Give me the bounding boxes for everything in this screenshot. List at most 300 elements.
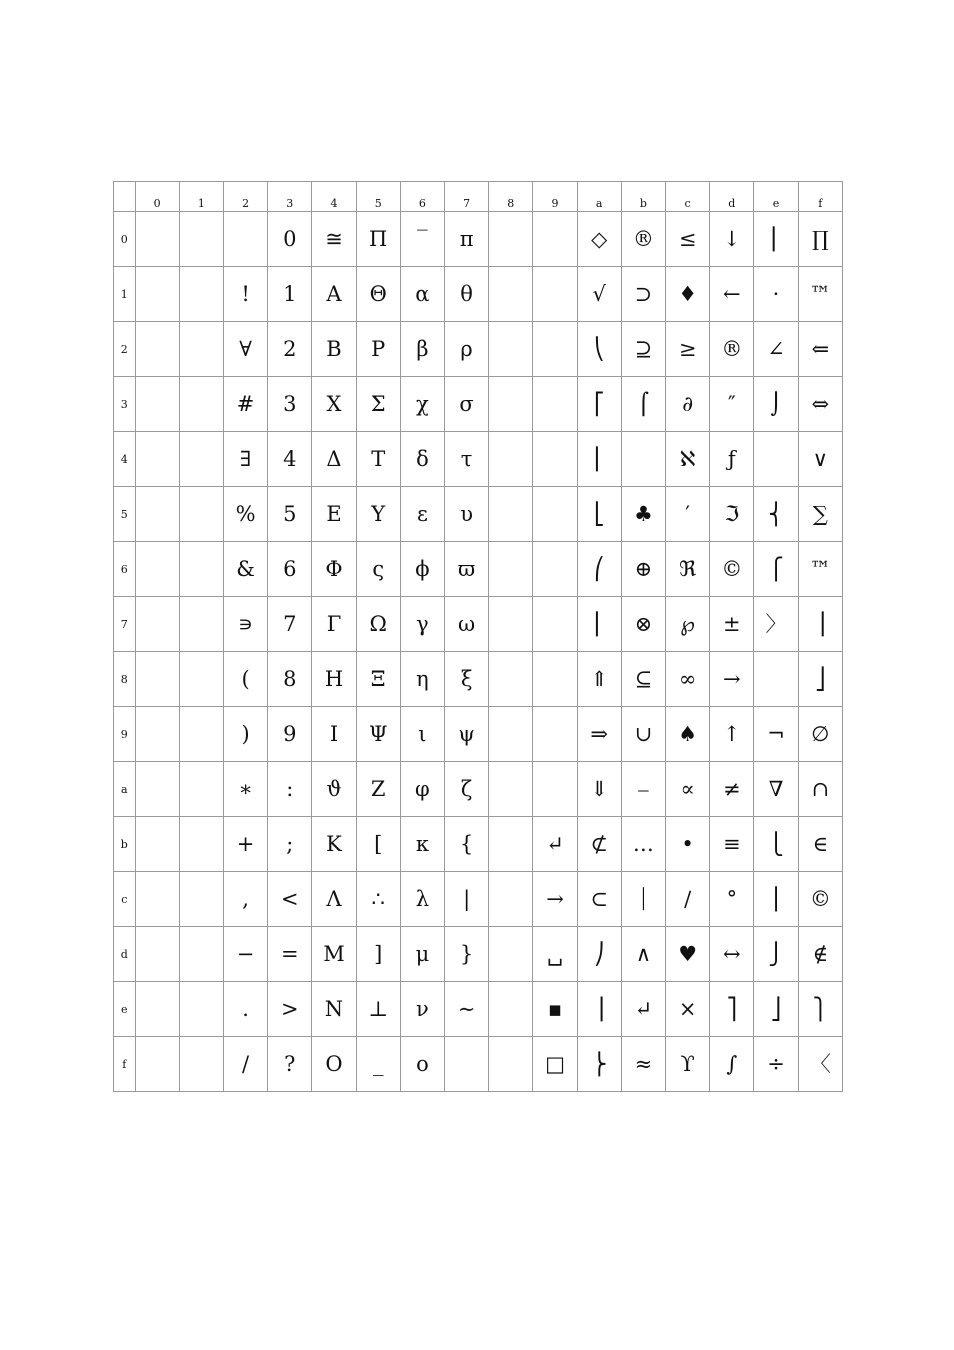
glyph-cell-96: ι	[400, 707, 444, 762]
glyph-cell-81	[179, 652, 223, 707]
glyph-cell-10	[135, 267, 179, 322]
glyph-cell-70	[135, 597, 179, 652]
glyph-cell-95: Ψ	[356, 707, 400, 762]
glyph-cell-fe: ÷	[754, 1037, 798, 1092]
glyph-cell-ef: ⎫	[798, 982, 842, 1037]
glyph-cell-a1	[179, 762, 223, 817]
glyph-cell-e5: ⊥	[356, 982, 400, 1037]
glyph-cell-34: Χ	[312, 377, 356, 432]
glyph-cell-24: Β	[312, 322, 356, 377]
glyph-cell-3a: ⎡	[577, 377, 621, 432]
column-header-4: 4	[312, 182, 356, 212]
glyph-cell-22: ∀	[223, 322, 267, 377]
glyph-cell-bd: ≡	[710, 817, 754, 872]
glyph-cell-65: ς	[356, 542, 400, 597]
glyph-cell-88	[489, 652, 533, 707]
glyph-cell-9b: ∪	[621, 707, 665, 762]
glyph-cell-28	[489, 322, 533, 377]
glyph-cell-bb: …	[621, 817, 665, 872]
glyph-cell-03: 0	[268, 212, 312, 267]
glyph-cell-23: 2	[268, 322, 312, 377]
glyph-cell-8a: ⇑	[577, 652, 621, 707]
glyph-cell-93: 9	[268, 707, 312, 762]
glyph-cell-59	[533, 487, 577, 542]
glyph-cell-f8	[489, 1037, 533, 1092]
glyph-cell-b0	[135, 817, 179, 872]
glyph-cell-73: 7	[268, 597, 312, 652]
glyph-cell-1e: ⋅	[754, 267, 798, 322]
glyph-cell-7f: ⎟	[798, 597, 842, 652]
glyph-cell-d5: ]	[356, 927, 400, 982]
glyph-cell-14: Α	[312, 267, 356, 322]
glyph-cell-ba: ⊄	[577, 817, 621, 872]
glyph-cell-5c: ′	[666, 487, 710, 542]
glyph-cell-52: %	[223, 487, 267, 542]
glyph-cell-9f: ∅	[798, 707, 842, 762]
glyph-cell-78	[489, 597, 533, 652]
column-header-3: 3	[268, 182, 312, 212]
glyph-cell-ca: ⊂	[577, 872, 621, 927]
glyph-cell-d3: =	[268, 927, 312, 982]
glyph-row-4	[114, 432, 843, 487]
glyph-cell-fc: ϒ	[666, 1037, 710, 1092]
glyph-cell-1d: ←	[710, 267, 754, 322]
glyph-cell-46: δ	[400, 432, 444, 487]
glyph-cell-79	[533, 597, 577, 652]
glyph-cell-3b: ⌠	[621, 377, 665, 432]
glyph-cell-99	[533, 707, 577, 762]
glyph-cell-5d: ℑ	[710, 487, 754, 542]
row-header-2: 2	[114, 322, 136, 377]
column-header-0: 0	[135, 182, 179, 212]
glyph-cell-db: ∧	[621, 927, 665, 982]
glyph-row-2	[114, 322, 843, 377]
glyph-cell-0e: ⎜	[754, 212, 798, 267]
glyph-cell-e9: ▪	[533, 982, 577, 1037]
glyph-cell-e1	[179, 982, 223, 1037]
glyph-cell-01	[179, 212, 223, 267]
glyph-cell-7c: ℘	[666, 597, 710, 652]
glyph-cell-37: σ	[445, 377, 489, 432]
glyph-cell-4d: ƒ	[710, 432, 754, 487]
column-header-row	[114, 182, 843, 212]
row-header-0: 0	[114, 212, 136, 267]
glyph-row-0	[114, 212, 843, 267]
glyph-cell-85: Ξ	[356, 652, 400, 707]
glyph-cell-05: Π	[356, 212, 400, 267]
glyph-table-body	[114, 212, 843, 1092]
glyph-cell-5a: ⎣	[577, 487, 621, 542]
glyph-row-a	[114, 762, 843, 817]
glyph-cell-98	[489, 707, 533, 762]
glyph-cell-7e: 〉	[754, 597, 798, 652]
glyph-cell-a6: φ	[400, 762, 444, 817]
glyph-cell-2b: ⊇	[621, 322, 665, 377]
column-header-1: 1	[179, 182, 223, 212]
glyph-cell-cf: ©	[798, 872, 842, 927]
glyph-row-5	[114, 487, 843, 542]
glyph-cell-83: 8	[268, 652, 312, 707]
glyph-cell-3e: ⌡	[754, 377, 798, 432]
glyph-cell-66: ϕ	[400, 542, 444, 597]
glyph-cell-92: )	[223, 707, 267, 762]
glyph-cell-41	[179, 432, 223, 487]
glyph-cell-0a: ◇	[577, 212, 621, 267]
glyph-row-8	[114, 652, 843, 707]
glyph-cell-4a: ⎢	[577, 432, 621, 487]
glyph-cell-02	[223, 212, 267, 267]
glyph-cell-c2: ,	[223, 872, 267, 927]
row-header-9: 9	[114, 707, 136, 762]
glyph-cell-74: Γ	[312, 597, 356, 652]
glyph-cell-f3: ?	[268, 1037, 312, 1092]
glyph-cell-84: Η	[312, 652, 356, 707]
glyph-cell-2e: ∠	[754, 322, 798, 377]
glyph-cell-07: π	[445, 212, 489, 267]
glyph-cell-5f: ∑	[798, 487, 842, 542]
glyph-cell-cc: ∕	[666, 872, 710, 927]
glyph-cell-b4: Κ	[312, 817, 356, 872]
glyph-cell-ed: ⎤	[710, 982, 754, 1037]
column-header-a: a	[577, 182, 621, 212]
column-header-6: 6	[400, 182, 444, 212]
glyph-cell-36: χ	[400, 377, 444, 432]
glyph-cell-fb: ≈	[621, 1037, 665, 1092]
glyph-cell-d7: }	[445, 927, 489, 982]
glyph-cell-56: ε	[400, 487, 444, 542]
glyph-cell-a4: ϑ	[312, 762, 356, 817]
glyph-cell-a8	[489, 762, 533, 817]
glyph-cell-35: Σ	[356, 377, 400, 432]
glyph-cell-12: !	[223, 267, 267, 322]
glyph-cell-06: ‾	[400, 212, 444, 267]
glyph-cell-a7: ζ	[445, 762, 489, 817]
glyph-cell-1a: √	[577, 267, 621, 322]
glyph-cell-f5: _	[356, 1037, 400, 1092]
glyph-row-3	[114, 377, 843, 432]
glyph-cell-ff: 〈	[798, 1037, 842, 1092]
glyph-cell-d6: μ	[400, 927, 444, 982]
glyph-cell-32: #	[223, 377, 267, 432]
glyph-cell-7a: ⎜	[577, 597, 621, 652]
glyph-cell-47: τ	[445, 432, 489, 487]
glyph-cell-72: ∍	[223, 597, 267, 652]
glyph-cell-90	[135, 707, 179, 762]
glyph-cell-1f: ™	[798, 267, 842, 322]
character-code-chart	[113, 181, 843, 1087]
glyph-cell-f4: Ο	[312, 1037, 356, 1092]
glyph-cell-9c: ♠	[666, 707, 710, 762]
glyph-cell-8f: ⎦	[798, 652, 842, 707]
glyph-cell-86: η	[400, 652, 444, 707]
glyph-cell-c5: ∴	[356, 872, 400, 927]
glyph-cell-c9: →	[533, 872, 577, 927]
glyph-cell-6b: ⊕	[621, 542, 665, 597]
glyph-cell-ab: ⎯	[621, 762, 665, 817]
glyph-cell-91	[179, 707, 223, 762]
column-header-d: d	[710, 182, 754, 212]
glyph-row-d	[114, 927, 843, 982]
glyph-cell-a2: ∗	[223, 762, 267, 817]
glyph-cell-3d: ″	[710, 377, 754, 432]
glyph-cell-ec: ×	[666, 982, 710, 1037]
glyph-cell-e7: ∼	[445, 982, 489, 1037]
row-header-8: 8	[114, 652, 136, 707]
glyph-cell-ee: ⎦	[754, 982, 798, 1037]
glyph-cell-b5: [	[356, 817, 400, 872]
glyph-cell-bf: ∈	[798, 817, 842, 872]
glyph-cell-f9: □	[533, 1037, 577, 1092]
glyph-cell-13: 1	[268, 267, 312, 322]
glyph-cell-57: υ	[445, 487, 489, 542]
row-header-f: f	[114, 1037, 136, 1092]
glyph-cell-6a: ⎛	[577, 542, 621, 597]
glyph-cell-d0	[135, 927, 179, 982]
glyph-cell-b2: +	[223, 817, 267, 872]
glyph-cell-6d: ©	[710, 542, 754, 597]
glyph-cell-dc: ♥	[666, 927, 710, 982]
glyph-cell-40	[135, 432, 179, 487]
row-header-b: b	[114, 817, 136, 872]
glyph-cell-b3: ;	[268, 817, 312, 872]
glyph-cell-ae: ∇	[754, 762, 798, 817]
glyph-table	[113, 181, 843, 1092]
glyph-cell-15: Θ	[356, 267, 400, 322]
glyph-cell-60	[135, 542, 179, 597]
glyph-cell-0c: ≤	[666, 212, 710, 267]
glyph-cell-20	[135, 322, 179, 377]
glyph-row-b	[114, 817, 843, 872]
glyph-cell-fd: ∫	[710, 1037, 754, 1092]
glyph-cell-af: ∩	[798, 762, 842, 817]
glyph-cell-ce: ⎪	[754, 872, 798, 927]
glyph-cell-09	[533, 212, 577, 267]
row-header-c: c	[114, 872, 136, 927]
glyph-cell-29	[533, 322, 577, 377]
glyph-cell-d9: ␣	[533, 927, 577, 982]
glyph-cell-76: γ	[400, 597, 444, 652]
glyph-cell-9e: ¬	[754, 707, 798, 762]
glyph-cell-00	[135, 212, 179, 267]
glyph-cell-49	[533, 432, 577, 487]
glyph-cell-a9	[533, 762, 577, 817]
glyph-cell-6e: ⎧	[754, 542, 798, 597]
glyph-row-6	[114, 542, 843, 597]
glyph-cell-a3: :	[268, 762, 312, 817]
glyph-row-f	[114, 1037, 843, 1092]
glyph-cell-7b: ⊗	[621, 597, 665, 652]
glyph-cell-da: ⎠	[577, 927, 621, 982]
glyph-cell-2a: ⎝	[577, 322, 621, 377]
glyph-cell-a0	[135, 762, 179, 817]
glyph-cell-4c: ℵ	[666, 432, 710, 487]
glyph-cell-21	[179, 322, 223, 377]
glyph-cell-25: Ρ	[356, 322, 400, 377]
glyph-cell-1b: ⊃	[621, 267, 665, 322]
glyph-cell-ad: ≠	[710, 762, 754, 817]
glyph-cell-08	[489, 212, 533, 267]
glyph-cell-30	[135, 377, 179, 432]
glyph-cell-b9: ↵	[533, 817, 577, 872]
glyph-cell-6c: ℜ	[666, 542, 710, 597]
glyph-cell-31	[179, 377, 223, 432]
glyph-cell-45: Τ	[356, 432, 400, 487]
glyph-cell-b1	[179, 817, 223, 872]
glyph-cell-39	[533, 377, 577, 432]
glyph-cell-0b: ®	[621, 212, 665, 267]
glyph-cell-ac: ∝	[666, 762, 710, 817]
glyph-cell-f2: /	[223, 1037, 267, 1092]
glyph-cell-c7: |	[445, 872, 489, 927]
glyph-cell-77: ω	[445, 597, 489, 652]
glyph-cell-8d: →	[710, 652, 754, 707]
glyph-cell-4e	[754, 432, 798, 487]
glyph-cell-53: 5	[268, 487, 312, 542]
glyph-cell-c3: <	[268, 872, 312, 927]
column-header-7: 7	[445, 182, 489, 212]
glyph-cell-89	[533, 652, 577, 707]
glyph-cell-8e	[754, 652, 798, 707]
glyph-cell-d8	[489, 927, 533, 982]
glyph-cell-3c: ∂	[666, 377, 710, 432]
glyph-cell-e2: .	[223, 982, 267, 1037]
glyph-cell-27: ρ	[445, 322, 489, 377]
glyph-cell-f0	[135, 1037, 179, 1092]
glyph-cell-e0	[135, 982, 179, 1037]
glyph-cell-64: Φ	[312, 542, 356, 597]
column-header-2: 2	[223, 182, 267, 212]
glyph-cell-5e: ⎨	[754, 487, 798, 542]
glyph-cell-8c: ∞	[666, 652, 710, 707]
glyph-row-9	[114, 707, 843, 762]
glyph-cell-3f: ⇔	[798, 377, 842, 432]
glyph-cell-c6: λ	[400, 872, 444, 927]
glyph-cell-df: ∉	[798, 927, 842, 982]
glyph-cell-7d: ±	[710, 597, 754, 652]
glyph-cell-e3: >	[268, 982, 312, 1037]
glyph-cell-11	[179, 267, 223, 322]
glyph-cell-c1	[179, 872, 223, 927]
glyph-cell-d1	[179, 927, 223, 982]
glyph-cell-69	[533, 542, 577, 597]
row-header-7: 7	[114, 597, 136, 652]
glyph-cell-55: Υ	[356, 487, 400, 542]
glyph-cell-eb: ↵	[621, 982, 665, 1037]
glyph-cell-f7	[445, 1037, 489, 1092]
glyph-cell-aa: ⇓	[577, 762, 621, 817]
corner-cell	[114, 182, 136, 212]
glyph-cell-97: ψ	[445, 707, 489, 762]
glyph-cell-4b	[621, 432, 665, 487]
column-header-5: 5	[356, 182, 400, 212]
glyph-cell-c4: Λ	[312, 872, 356, 927]
glyph-cell-38	[489, 377, 533, 432]
column-header-c: c	[666, 182, 710, 212]
glyph-cell-51	[179, 487, 223, 542]
glyph-cell-4f: ∨	[798, 432, 842, 487]
glyph-cell-0d: ↓	[710, 212, 754, 267]
glyph-cell-de: ⎭	[754, 927, 798, 982]
glyph-cell-62: &	[223, 542, 267, 597]
row-header-4: 4	[114, 432, 136, 487]
glyph-cell-58	[489, 487, 533, 542]
glyph-row-c	[114, 872, 843, 927]
glyph-cell-d4: Μ	[312, 927, 356, 982]
glyph-cell-2f: ⇐	[798, 322, 842, 377]
glyph-cell-cd: °	[710, 872, 754, 927]
row-header-3: 3	[114, 377, 136, 432]
glyph-cell-f1	[179, 1037, 223, 1092]
glyph-cell-71	[179, 597, 223, 652]
glyph-cell-0f: ∏	[798, 212, 842, 267]
glyph-cell-5b: ♣	[621, 487, 665, 542]
glyph-cell-fa: ⎬	[577, 1037, 621, 1092]
column-header-b: b	[621, 182, 665, 212]
glyph-cell-8b: ⊆	[621, 652, 665, 707]
glyph-cell-f6: ο	[400, 1037, 444, 1092]
glyph-cell-63: 6	[268, 542, 312, 597]
glyph-cell-42: ∃	[223, 432, 267, 487]
glyph-row-7	[114, 597, 843, 652]
glyph-cell-54: Ε	[312, 487, 356, 542]
glyph-cell-04: ≅	[312, 212, 356, 267]
glyph-row-1	[114, 267, 843, 322]
glyph-cell-2c: ≥	[666, 322, 710, 377]
glyph-cell-9d: ↑	[710, 707, 754, 762]
glyph-cell-68	[489, 542, 533, 597]
glyph-cell-e4: Ν	[312, 982, 356, 1037]
column-header-e: e	[754, 182, 798, 212]
glyph-cell-82: (	[223, 652, 267, 707]
row-header-1: 1	[114, 267, 136, 322]
column-header-f: f	[798, 182, 842, 212]
glyph-cell-1c: ♦	[666, 267, 710, 322]
glyph-cell-43: 4	[268, 432, 312, 487]
column-header-8: 8	[489, 182, 533, 212]
glyph-cell-80	[135, 652, 179, 707]
glyph-cell-48	[489, 432, 533, 487]
glyph-cell-e8	[489, 982, 533, 1037]
row-header-5: 5	[114, 487, 136, 542]
glyph-cell-33: 3	[268, 377, 312, 432]
row-header-6: 6	[114, 542, 136, 597]
row-header-d: d	[114, 927, 136, 982]
glyph-cell-d2: −	[223, 927, 267, 982]
glyph-cell-19	[533, 267, 577, 322]
glyph-cell-9a: ⇒	[577, 707, 621, 762]
glyph-cell-67: ϖ	[445, 542, 489, 597]
glyph-cell-75: Ω	[356, 597, 400, 652]
glyph-cell-cb: ⏐	[621, 872, 665, 927]
glyph-cell-26: β	[400, 322, 444, 377]
glyph-cell-e6: ν	[400, 982, 444, 1037]
glyph-cell-61	[179, 542, 223, 597]
glyph-cell-be: ⎩	[754, 817, 798, 872]
glyph-cell-a5: Ζ	[356, 762, 400, 817]
row-header-e: e	[114, 982, 136, 1037]
glyph-cell-b6: κ	[400, 817, 444, 872]
column-header-9: 9	[533, 182, 577, 212]
glyph-row-e	[114, 982, 843, 1037]
glyph-cell-44: Δ	[312, 432, 356, 487]
glyph-cell-50	[135, 487, 179, 542]
glyph-cell-c8	[489, 872, 533, 927]
glyph-cell-17: θ	[445, 267, 489, 322]
glyph-cell-16: α	[400, 267, 444, 322]
glyph-cell-94: Ι	[312, 707, 356, 762]
glyph-cell-87: ξ	[445, 652, 489, 707]
glyph-cell-18	[489, 267, 533, 322]
